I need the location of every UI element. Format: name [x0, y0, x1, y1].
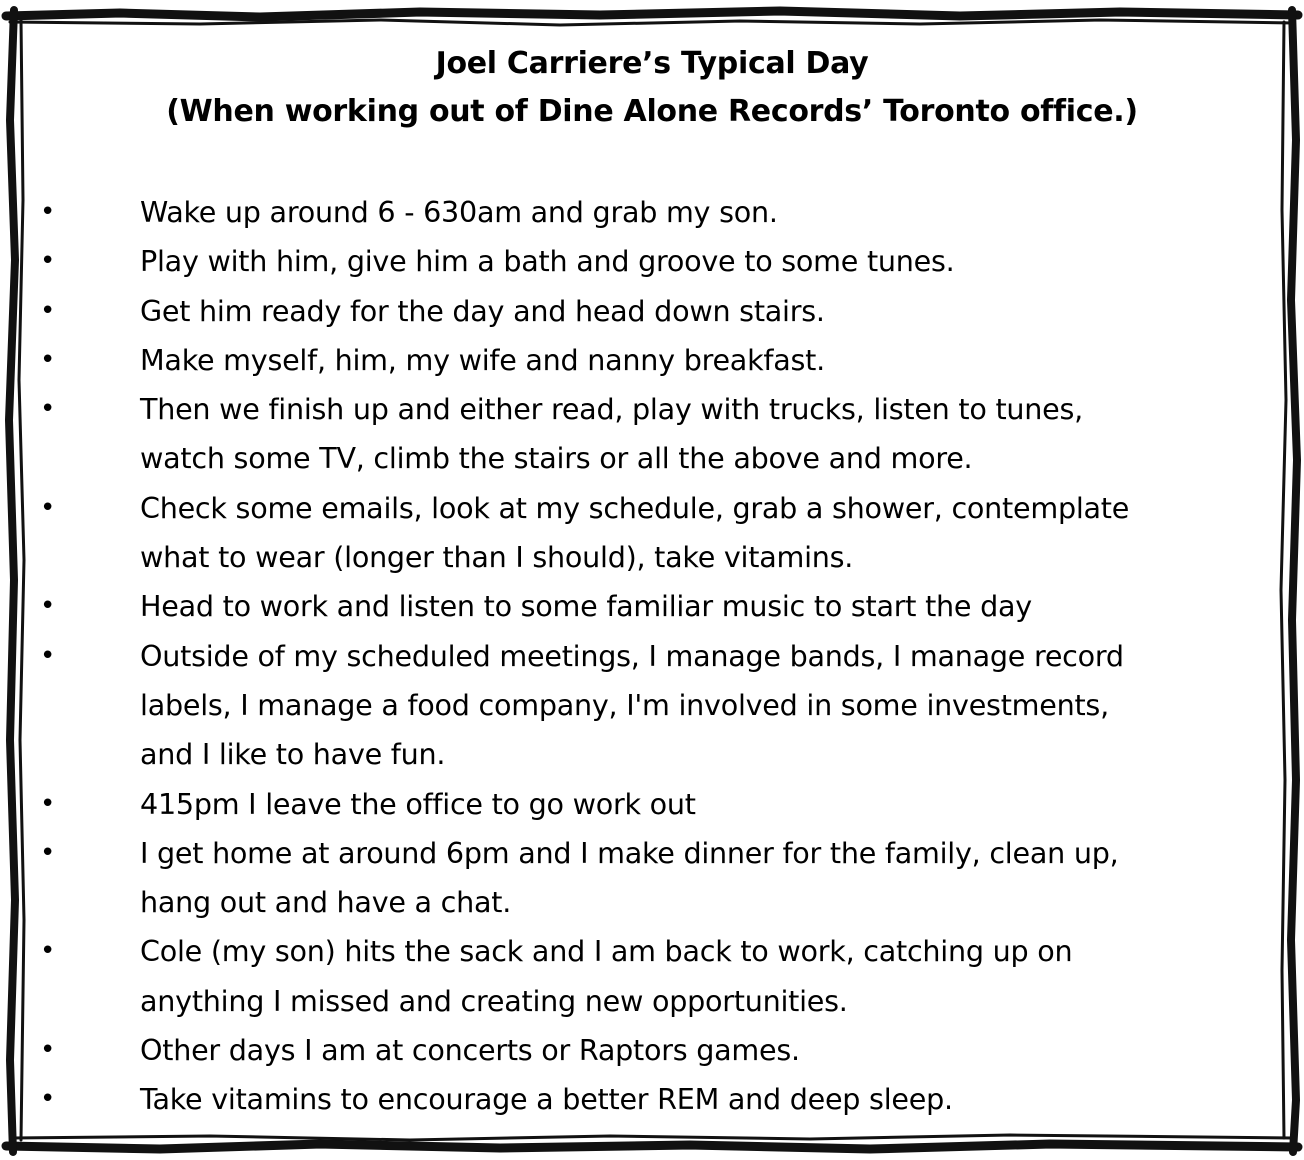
list-item-text-line: Get him ready for the day and head down stairs.: [140, 293, 825, 328]
bullet-icon: •: [40, 837, 56, 868]
list-item: [0, 1075, 1304, 1124]
list-item-text-line: Outside of my scheduled meetings, I manage bands, I manage record: [140, 638, 1124, 673]
bullet-icon: •: [40, 936, 56, 967]
bullet-icon: •: [40, 295, 56, 326]
list-item-text-line: watch some TV, climb the stairs or all the above and more.: [140, 441, 973, 476]
list-item: [0, 780, 1304, 829]
list-item-text-line: I get home at around 6pm and I make dinner for the family, clean up,: [140, 835, 1119, 870]
bullet-icon: •: [40, 394, 56, 425]
bullet-list: [0, 188, 1304, 1125]
list-item-text-line: 415pm I leave the office to go work out: [140, 786, 696, 821]
title-line-2: (When working out of Dine Alone Records’ Toronto office.): [166, 94, 1138, 129]
title-block: [0, 40, 1304, 136]
list-item-text-line: Then we finish up and either read, play with trucks, listen to tunes,: [140, 392, 1083, 427]
bullet-icon: •: [40, 344, 56, 375]
list-item-text-line: Check some emails, look at my schedule, grab a shower, contemplate: [140, 490, 1130, 525]
list-item: [0, 287, 1304, 336]
list-item: [0, 632, 1304, 780]
list-item-text-line: labels, I manage a food company, I'm involved in some investments,: [140, 687, 1109, 722]
bullet-icon: •: [40, 591, 56, 622]
list-item: [0, 582, 1304, 631]
bullet-icon: •: [40, 1084, 56, 1115]
list-item: [0, 484, 1304, 583]
list-item-text-line: Wake up around 6 - 630am and grab my son.: [140, 195, 778, 229]
list-item-text-line: Make myself, him, my wife and nanny breakfast.: [140, 342, 825, 377]
list-item-text-line: Other days I am at concerts or Raptors games.: [140, 1033, 800, 1068]
list-item-text-line: Take vitamins to encourage a better REM and deep sleep.: [140, 1082, 953, 1117]
bullet-icon: •: [40, 788, 56, 819]
title-line-1: Joel Carriere’s Typical Day: [435, 46, 869, 81]
list-item-text-line: Cole (my son) hits the sack and I am back to work, catching up on: [140, 934, 1073, 969]
list-item-text-line: and I like to have fun.: [140, 737, 446, 772]
bullet-icon: •: [40, 640, 56, 671]
bullet-icon: •: [40, 246, 56, 277]
list-item: [0, 336, 1304, 385]
bullet-icon: •: [40, 197, 56, 227]
list-item-text-line: what to wear (longer than I should), take vitamins.: [140, 540, 854, 575]
list-item-text-line: hang out and have a chat.: [140, 885, 512, 920]
bullet-icon: •: [40, 1035, 56, 1066]
list-item: [0, 385, 1304, 484]
list-item-text-line: anything I missed and creating new opportunities.: [140, 983, 848, 1018]
bullet-icon: •: [40, 492, 56, 523]
list-item-text-line: Play with him, give him a bath and groove to some tunes.: [140, 244, 955, 279]
list-item: [0, 927, 1304, 1026]
list-item: [0, 188, 1304, 237]
list-item: [0, 1026, 1304, 1075]
list-item: [0, 237, 1304, 286]
list-item: [0, 829, 1304, 928]
list-item-text-line: Head to work and listen to some familiar music to start the day: [140, 589, 1032, 624]
